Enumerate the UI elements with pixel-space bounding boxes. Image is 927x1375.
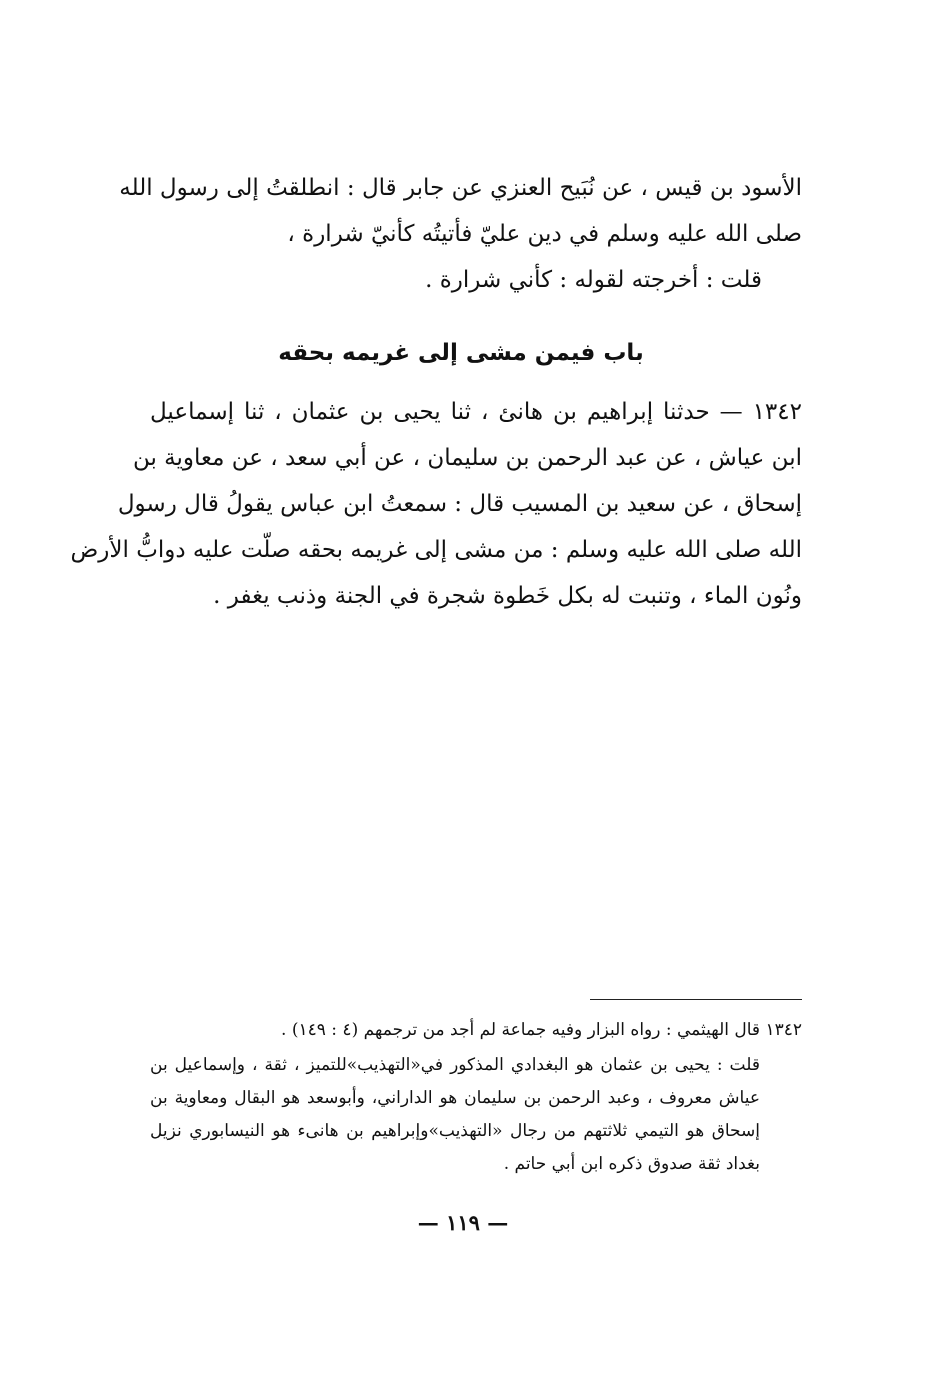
footnote-heading [150, 1014, 802, 1047]
hadith-line: الله صلى الله عليه وسلم : من مشى إلى غريمه بحقه صلّت عليه دوابُّ الأرض [70, 537, 802, 563]
intro-line: صلى الله عليه وسلم في دين عليّ فأتيتُه كأنيّ شرارة ، [287, 221, 802, 247]
footnote-body [150, 1049, 760, 1181]
intro-paragraph [119, 165, 802, 303]
footnote-divider [590, 999, 802, 1000]
footnote-line: عياش معروف ، وعبد الرحمن بن سليمان هو الداراني، وأبوسعد هو البقال ومعاوية بن [150, 1088, 760, 1108]
intro-line: قلت : أخرجته لقوله : كأني شرارة . [425, 267, 762, 293]
hadith-line: ابن عياش ، عن عبد الرحمن بن سليمان ، عن أبي سعد ، عن معاوية بن [132, 445, 802, 471]
hadith-line: إسحاق ، عن سعيد بن المسيب قال : سمعتُ ابن عباس يقولُ قال رسول [117, 491, 802, 517]
hadith-paragraph [70, 389, 802, 619]
footnote-line: إسحاق هو التيمي ثلاثتهم من رجال «التهذيب»وإبراهيم بن هانىء هو النيسابوري نزيل [150, 1121, 760, 1141]
page-number: — ١١٩ — [417, 1210, 509, 1235]
intro-line: الأسود بن قيس ، عن نُبَيح العنزي عن جابر قال : انطلقتُ إلى رسول الله [119, 175, 802, 201]
footnote-line: قلت : يحيى بن عثمان هو البغدادي المذكور في«التهذيب»للتميز ، ثقة ، وإسماعيل بن [150, 1055, 760, 1075]
hadith-line: ١٣٤٢ — حدثنا إبراهيم بن هانئ ، ثنا يحيى بن عثمان ، ثنا إسماعيل [150, 399, 802, 425]
chapter-heading: باب فيمن مشى إلى غريمه بحقه [278, 340, 644, 366]
footnote-line: ١٣٤٢ قال الهيثمي : رواه البزار وفيه جماعة لم أجد من ترجمهم (٤ : ١٤٩) . [281, 1020, 802, 1040]
hadith-line: ونُون الماء ، وتنبت له بكل خَطوة شجرة في الجنة وذنب يغفر . [213, 583, 802, 609]
footnote-line: بغداد ثقة صدوق ذكره ابن أبي حاتم . [503, 1154, 760, 1174]
